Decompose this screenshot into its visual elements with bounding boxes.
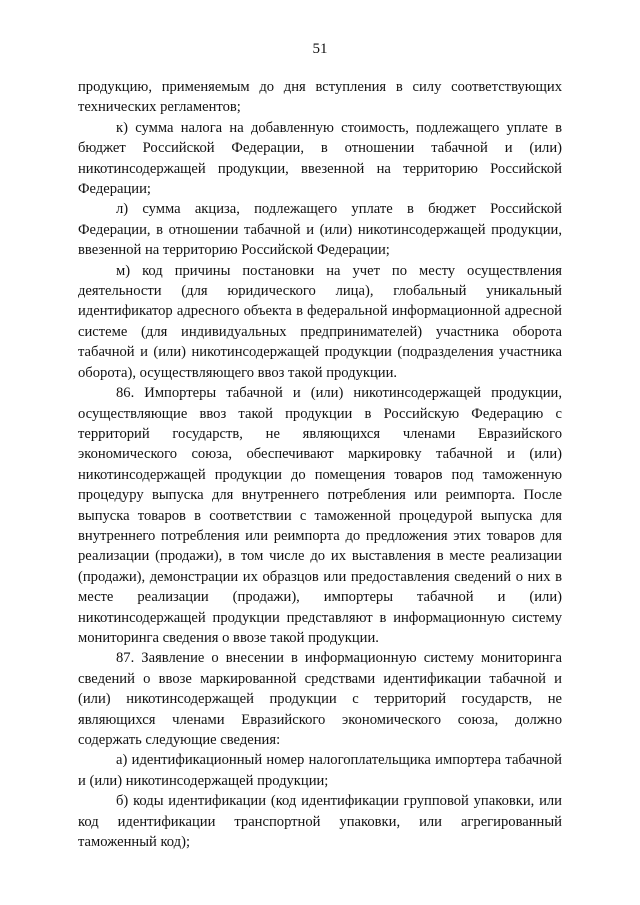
paragraph-87: 87. Заявление о внесении в информационную систему мониторинга сведений о ввозе маркированной средствами идентификации табачной и (или) никотинсодержащей продукции с территорий государств, не являющихся членами Евразийского экономического союза, должно содержать следующие сведения: <box>78 650 562 748</box>
paragraph-item-m: м) код причины постановки на учет по месту осуществления деятельности (для юридического лица), глобальный уникальный идентификатор адресного объекта в федеральной информационной адресной системе (для индивидуальных предпринимателей) участника оборота табачной и (или) никотинсодержащей продукции (подразделения участника оборота), осуществляющего ввоз такой продукции. <box>78 262 562 381</box>
paragraph-item-k: к) сумма налога на добавленную стоимость, подлежащего уплате в бюджет Российской Федерации, в отношении табачной и (или) никотинсодержащей продукции, ввезенной на территорию Российской Федерации; <box>78 119 562 198</box>
page-number: 51 <box>312 41 328 57</box>
paragraph-continuation: продукцию, применяемым до дня вступления в силу соответствующих технических регламентов; <box>78 79 562 116</box>
paragraph-item-a: а) идентификационный номер налогоплательщика импортера табачной и (или) никотинсодержащей продукции; <box>78 752 562 789</box>
paragraph-86: 86. Импортеры табачной и (или) никотинсодержащей продукции, осуществляющие ввоз такой продукции в Российскую Федерацию с территорий государств, не являющихся членами Евразийского экономического союза, обеспечивают маркировку табачной и (или) никотинсодержащей продукции до помещения товаров под таможенную процедуру выпуска для внутреннего потребления или реимпорта. После выпуска товаров в соответствии с таможенной процедурой выпуска для внутреннего потребления или реимпорта до предложения этих товаров для реализации (продажи), в том числе до их выставления в месте реализации (продажи), демонстрации их образцов или предоставления сведений о них в месте реализации (продажи), импортеры табачной и (или) никотинсодержащей продукции представляют в информационную систему мониторинга сведения о ввозе такой продукции. <box>78 385 562 646</box>
document-body <box>78 77 562 852</box>
paragraph-item-l: л) сумма акциза, подлежащего уплате в бюджет Российской Федерации, в отношении табачной и (или) никотинсодержащей продукции, ввезенной на территорию Российской Федерации; <box>78 201 562 259</box>
paragraph-item-b: б) коды идентификации (код идентификации групповой упаковки, или код идентификации транспортной упаковки, или агрегированный таможенный код); <box>78 793 562 851</box>
